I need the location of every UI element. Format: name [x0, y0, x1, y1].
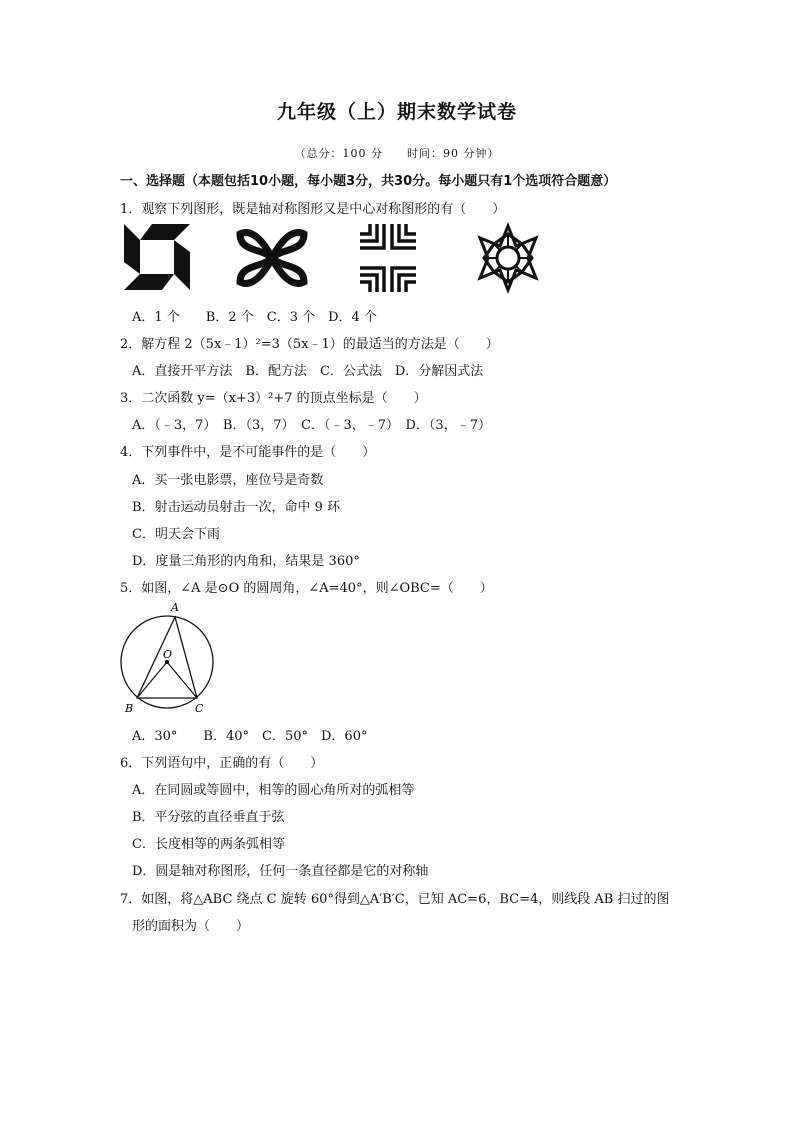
question-4-option-c: C．明天会下雨: [132, 527, 220, 542]
question-5-stem: 5．如图，∠A 是⊙O 的圆周角，∠A=40°，则∠OBC=（ ）: [120, 581, 493, 596]
label-b: B: [125, 702, 134, 715]
label-c: C: [195, 702, 204, 715]
question-3-stem: 3．二次函数 y=（x+3）²+7 的顶点坐标是（ ）: [120, 391, 427, 406]
question-3-options: A．（﹣3，7） B．（3，7） C．（﹣3，﹣7） D．（3，﹣7）: [132, 418, 491, 433]
page-title: 九年级（上）期末数学试卷: [276, 101, 517, 123]
question-1-stem: 1．观察下列图形，既是轴对称图形又是中心对称图形的有（ ）: [120, 202, 506, 217]
label-a: A: [171, 601, 179, 614]
question-7-stem-line1: 7．如图，将△ABC 绕点 C 旋转 60°得到△A′B′C，已知 AC=6，BC=4，则线段 AB 扫过的图: [120, 892, 670, 907]
four-petal-figure: [234, 222, 310, 294]
question-1-figures: [118, 222, 548, 298]
label-o: O: [163, 648, 173, 661]
star-flower-figure: [472, 222, 544, 294]
question-1-options: A．1 个 B．2 个 C．3 个 D．4 个: [132, 310, 377, 325]
section-heading: 一、选择题（本题包括10小题，每小题3分，共30分。每小题只有1个选项符合题意）: [120, 174, 617, 189]
question-5-options: A．30° B．40° C．50° D．60°: [132, 729, 368, 744]
question-2-stem: 2．解方程 2（5x﹣1）²=3（5x﹣1）的最适当的方法是（ ）: [120, 337, 499, 352]
question-7-stem-line2: 形的面积为（ ）: [132, 919, 250, 934]
question-6-option-d: D．圆是轴对称图形，任何一条直径都是它的对称轴: [132, 864, 429, 879]
question-6-option-c: C．长度相等的两条弧相等: [132, 837, 285, 852]
question-4-stem: 4．下列事件中，是不可能事件的是（ ）: [120, 445, 376, 460]
cross-lines-figure: [356, 222, 420, 294]
square-pinwheel-figure: [122, 222, 192, 292]
question-6-stem: 6．下列语句中，正确的有（ ）: [120, 756, 324, 771]
question-4-option-a: A．买一张电影票，座位号是奇数: [132, 473, 324, 488]
circle-diagram: [117, 598, 217, 716]
question-6-option-a: A．在同圆或等圆中，相等的圆心角所对的弧相等: [132, 783, 415, 798]
question-4-option-b: B．射击运动员射击一次，命中 9 环: [132, 500, 341, 515]
question-2-options: A．直接开平方法 B．配方法 C．公式法 D．分解因式法: [132, 364, 484, 379]
exam-info: （总分：100 分 时间：90 分钟）: [294, 147, 500, 160]
question-4-option-d: D．度量三角形的内角和，结果是 360°: [132, 554, 360, 569]
question-6-option-b: B．平分弦的直径垂直于弦: [132, 810, 285, 825]
